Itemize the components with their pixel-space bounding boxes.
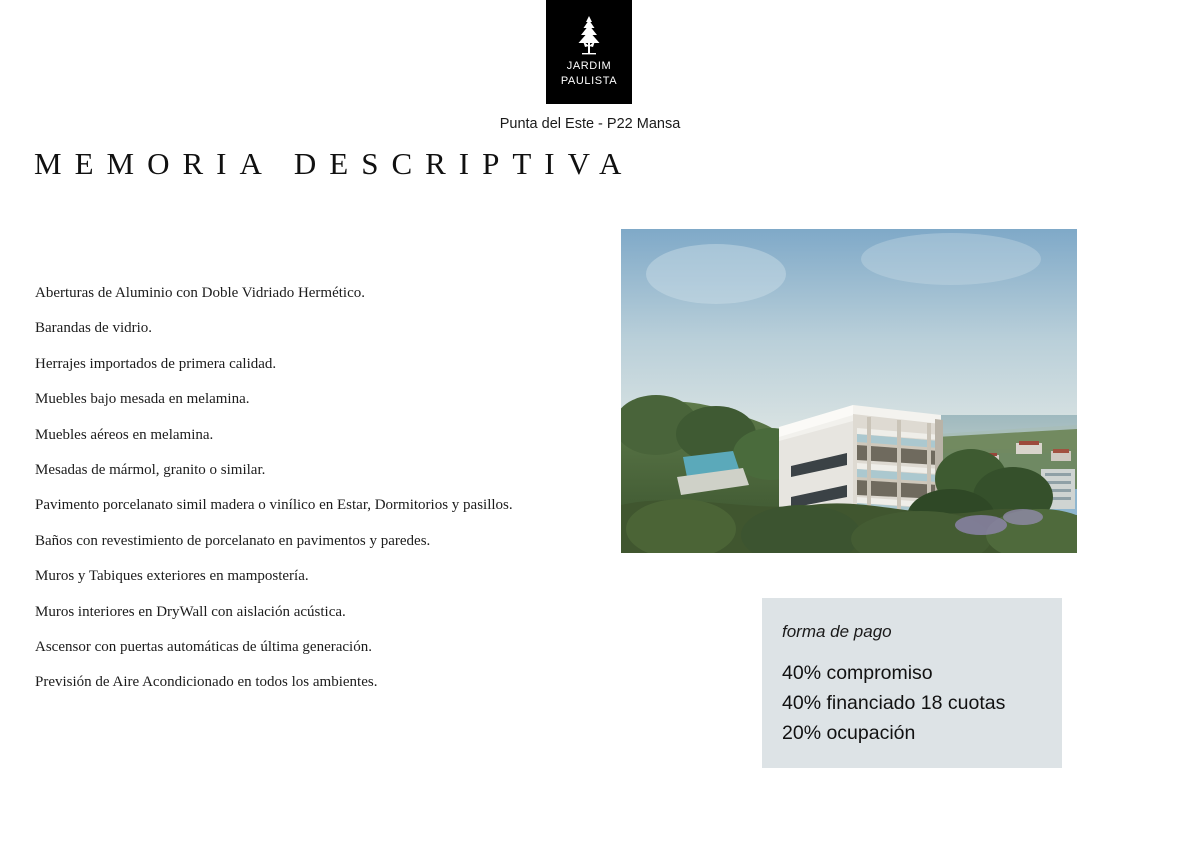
project-location: Punta del Este - P22 Mansa — [499, 116, 681, 132]
tree-icon — [572, 14, 606, 58]
brand-logo — [546, 0, 632, 104]
list-item: Muros y Tabiques exteriores en mampostería. — [35, 568, 309, 585]
list-item: Aberturas de Aluminio con Doble Vidriado Hermético. — [35, 285, 365, 301]
list-item: Previsión de Aire Acondicionado en todos los ambientes. — [35, 674, 378, 691]
list-item: Muebles bajo mesada en melamina. — [35, 391, 250, 408]
list-item: Mesadas de mármol, granito o similar. — [35, 461, 266, 478]
logo-line-2: PAULISTA — [560, 75, 618, 87]
list-item: Barandas de vidrio. — [35, 320, 153, 337]
payment-title: forma de pago — [782, 622, 892, 641]
list-item: Ascensor con puertas automáticas de última generación. — [35, 638, 372, 655]
payment-terms-box — [762, 598, 1062, 768]
payment-line: 40% compromiso — [782, 662, 933, 684]
payment-line: 40% financiado 18 cuotas — [782, 692, 1006, 714]
specification-list — [35, 285, 595, 710]
list-item: Herrajes importados de primera calidad. — [35, 355, 277, 372]
building-rendering-image — [621, 229, 1077, 553]
list-item: Pavimento porcelanato simil madera o vinílico en Estar, Dormitorios y pasillos. — [35, 497, 513, 514]
list-item: Baños con revestimiento de porcelanato en pavimentos y paredes. — [35, 532, 431, 549]
logo-line-1: JARDIM — [566, 60, 612, 72]
payment-line: 20% ocupación — [782, 722, 916, 744]
list-item: Muebles aéreos en melamina. — [35, 426, 214, 443]
list-item: Muros interiores en DryWall con aislación acústica. — [35, 603, 346, 620]
page-title: MEMORIA DESCRIPTIVA — [34, 146, 635, 181]
